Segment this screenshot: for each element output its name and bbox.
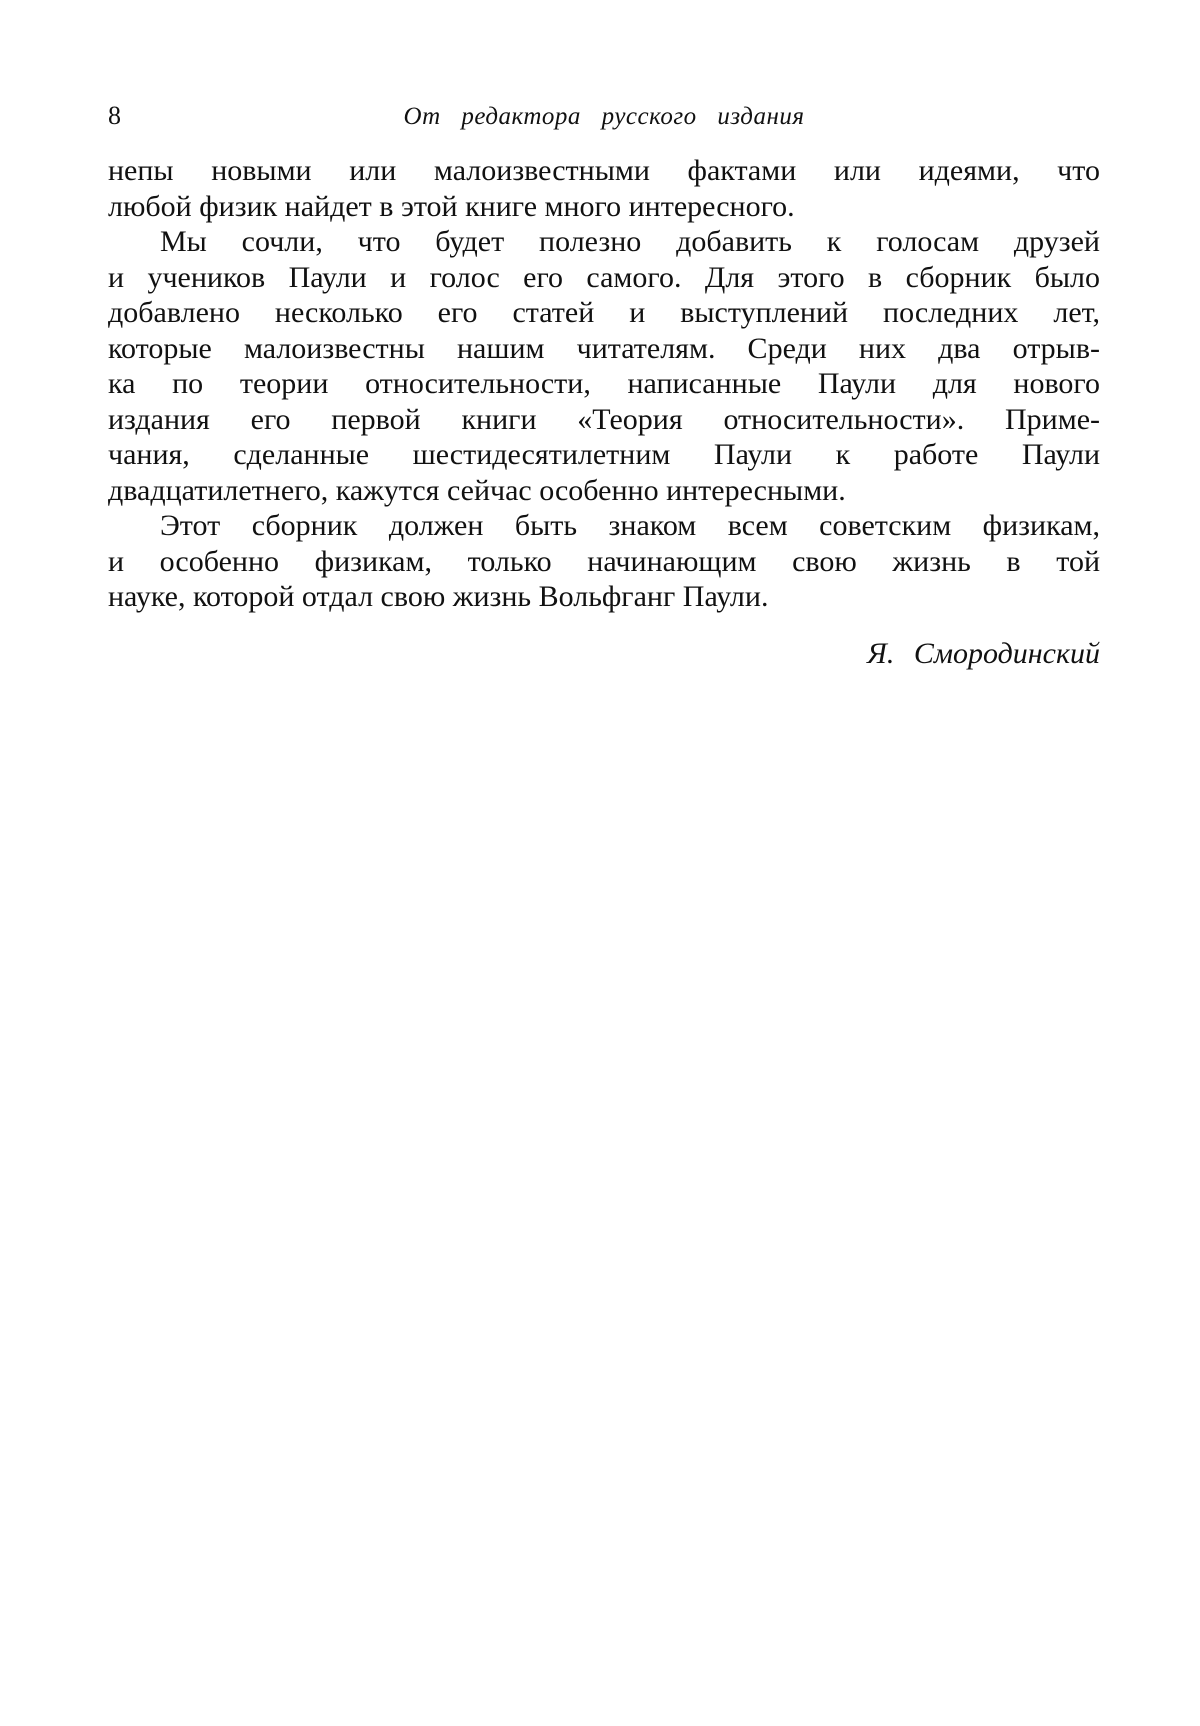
running-title: От редактора русского издания	[403, 103, 805, 130]
text-line: добавлено несколько его статей и выступлений последних лет,	[108, 296, 1100, 329]
text-line: ка по теории относительности, написанные Паули для нового	[108, 367, 1100, 400]
text-line: Мы сочли, что будет полезно добавить к голосам друзей	[160, 225, 1100, 258]
text-line: непы новыми или малоизвестными фактами или идеями, что	[108, 154, 1100, 187]
text-line: издания его первой книги «Теория относительности». Приме-	[108, 402, 1100, 436]
paragraph-2	[108, 224, 1100, 508]
paragraph-1	[108, 153, 1100, 224]
text-line: науке, которой отдал свою жизнь Вольфганг Паули.	[108, 580, 769, 613]
text-line: любой физик найдет в этой книге много интересного.	[108, 189, 795, 223]
text-line: которые малоизвестны нашим читателям. Среди них два отрыв-	[108, 331, 1100, 365]
text-line: и особенно физикам, только начинающим свою жизнь в той	[108, 544, 1100, 578]
author-signature: Я. Смородинский	[867, 636, 1100, 670]
body-text	[108, 153, 1100, 615]
text-line: и учеников Паули и голос его самого. Для этого в сборник было	[108, 260, 1100, 294]
paragraph-3	[108, 508, 1100, 615]
text-line: чания, сделанные шестидесятилетним Паули к работе Паули	[108, 438, 1100, 471]
running-head	[108, 95, 1100, 139]
text-line: Этот сборник должен быть знаком всем советским физикам,	[160, 509, 1100, 542]
page-number: 8	[108, 101, 121, 130]
text-line: двадцатилетнего, кажутся сейчас особенно интересными.	[108, 473, 846, 507]
book-page	[108, 95, 1100, 671]
